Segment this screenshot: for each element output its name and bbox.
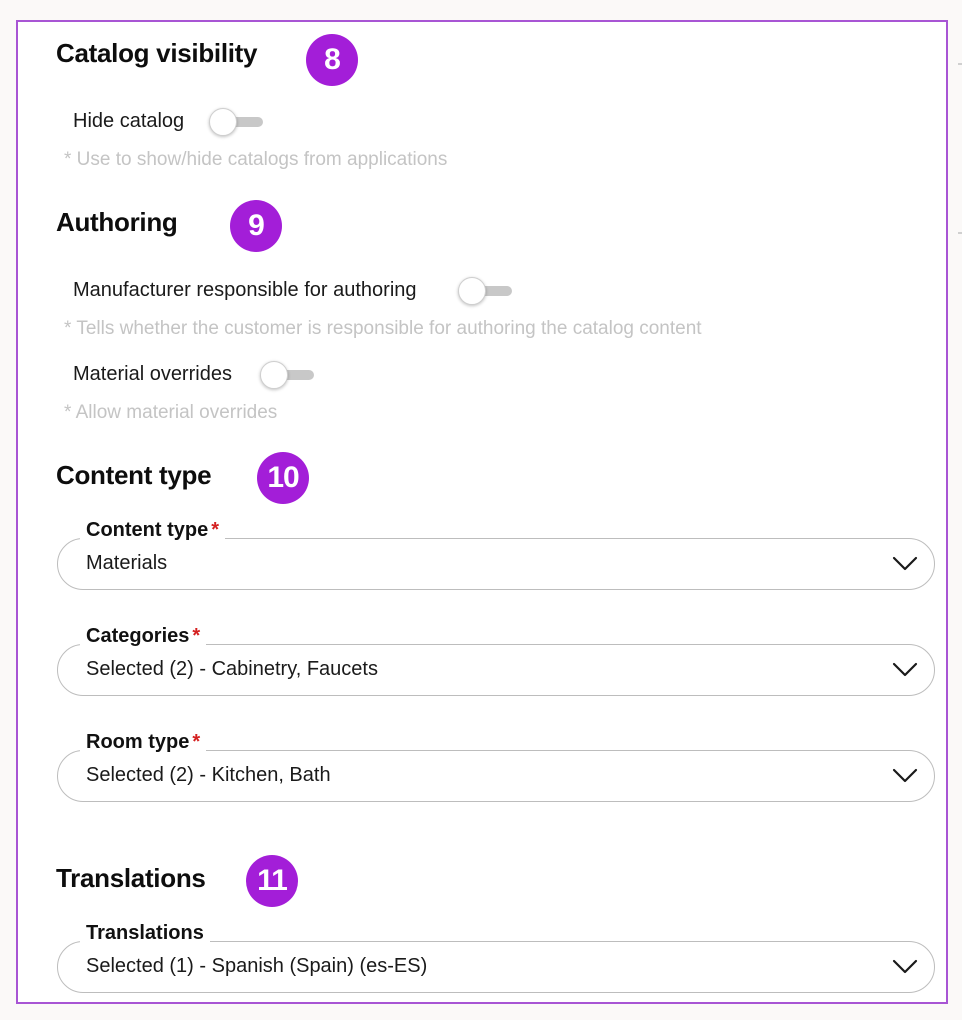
- field-label-text: Content type: [86, 519, 209, 541]
- toggle-knob: [260, 361, 288, 389]
- categories-select[interactable]: [57, 625, 935, 696]
- translations-select[interactable]: [57, 922, 935, 993]
- manufacturer-authoring-label: Manufacturer responsible for authoring: [73, 279, 417, 301]
- hide-catalog-toggle[interactable]: [209, 108, 265, 136]
- material-overrides-label: Material overrides: [73, 363, 232, 385]
- field-label-text: Categories: [86, 625, 190, 647]
- room-type-field-label: [80, 731, 206, 754]
- catalog-visibility-title: Catalog visibility: [56, 38, 258, 68]
- step-badge-11: 11: [246, 855, 298, 907]
- categories-field-label: [80, 625, 206, 648]
- step-badge-8: 8: [306, 34, 358, 86]
- material-overrides-toggle[interactable]: [260, 361, 316, 389]
- hide-catalog-label: Hide catalog: [73, 110, 185, 132]
- categories-value: Selected (2) - Cabinetry, Faucets: [86, 658, 378, 680]
- translations-value: Selected (1) - Spanish (Spain) (es-ES): [86, 955, 428, 977]
- content-type-title: Content type: [56, 460, 212, 490]
- edge-marker: [958, 232, 962, 234]
- manufacturer-authoring-hint: * Tells whether the customer is responsible for authoring the catalog content: [64, 318, 702, 339]
- toggle-knob: [458, 277, 486, 305]
- edge-marker: [958, 63, 962, 65]
- translations-title: Translations: [56, 863, 206, 893]
- content-type-value: Materials: [86, 552, 168, 574]
- chevron-down-icon: [892, 958, 918, 976]
- manufacturer-authoring-toggle[interactable]: [458, 277, 514, 305]
- required-asterisk: *: [192, 625, 201, 647]
- content-type-select[interactable]: [57, 519, 935, 590]
- toggle-knob: [209, 108, 237, 136]
- chevron-down-icon: [892, 767, 918, 785]
- room-type-value: Selected (2) - Kitchen, Bath: [86, 764, 331, 786]
- field-label-text: Room type: [86, 731, 190, 753]
- settings-panel: [16, 20, 948, 1004]
- step-badge-9: 9: [230, 200, 282, 252]
- step-badge-10: 10: [257, 452, 309, 504]
- content-type-field-label: [80, 519, 225, 542]
- room-type-select[interactable]: [57, 731, 935, 802]
- material-overrides-hint: * Allow material overrides: [64, 402, 278, 423]
- authoring-title: Authoring: [56, 207, 178, 237]
- required-asterisk: *: [192, 731, 201, 753]
- chevron-down-icon: [892, 661, 918, 679]
- translations-field-label: Translations: [80, 922, 210, 945]
- required-asterisk: *: [211, 519, 220, 541]
- chevron-down-icon: [892, 555, 918, 573]
- hide-catalog-hint: * Use to show/hide catalogs from applications: [64, 149, 448, 170]
